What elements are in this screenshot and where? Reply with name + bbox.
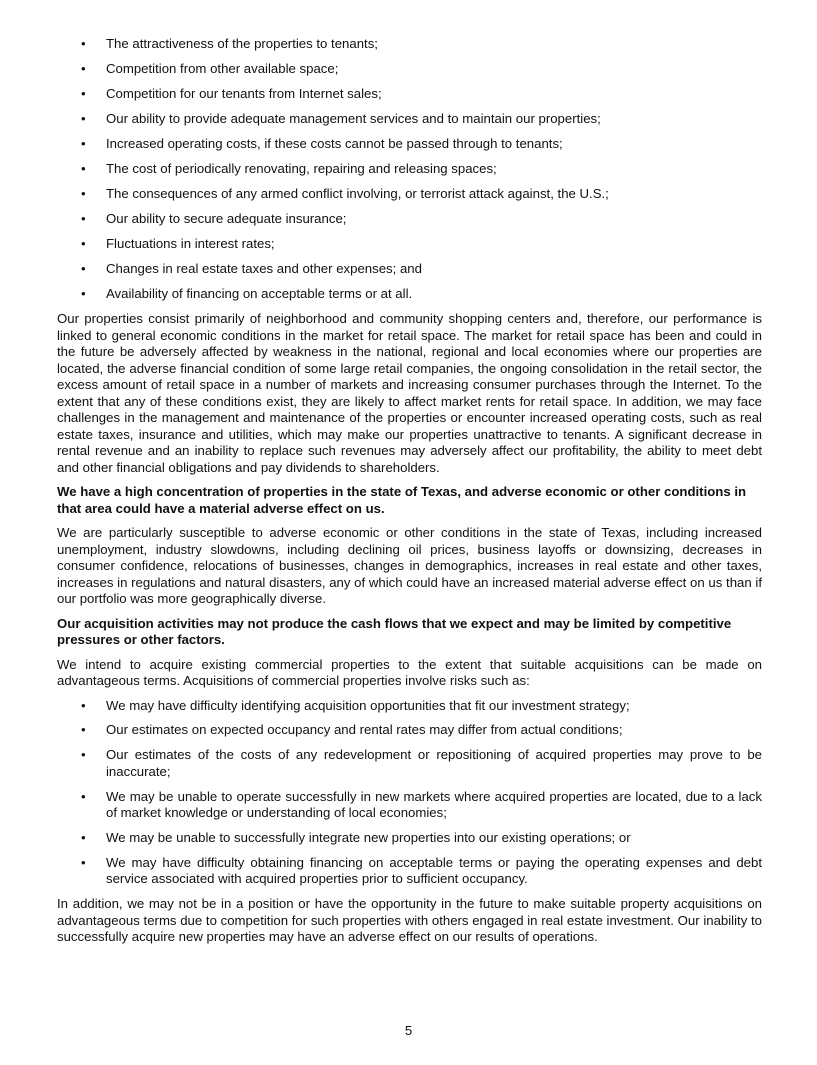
risk-factor-list — [57, 36, 762, 303]
list-item-text: Availability of financing on acceptable terms or at all. — [106, 286, 413, 301]
bullet-icon: • — [81, 186, 86, 201]
list-item — [57, 61, 762, 78]
bullet-icon: • — [81, 36, 86, 51]
list-item — [57, 261, 762, 278]
document-page — [57, 36, 762, 954]
list-item — [57, 789, 762, 822]
body-paragraph-acquisition-competition: In addition, we may not be in a position or have the opportunity in the future to make suitable property acquisitions on advantageous terms due to competition for such properties with others engaged in real estate investment. Our inability to successfully acquire new properties may have an adverse effect on our results of operations. — [57, 896, 762, 945]
list-item — [57, 111, 762, 128]
list-item-text: The attractiveness of the properties to tenants; — [106, 36, 378, 51]
list-item — [57, 161, 762, 178]
list-item-text: We may have difficulty identifying acquisition opportunities that fit our investment strategy; — [106, 697, 630, 713]
list-item-text: The consequences of any armed conflict involving, or terrorist attack against, the U.S.; — [106, 186, 609, 201]
bullet-icon: • — [81, 722, 86, 738]
bullet-icon: • — [81, 136, 86, 151]
list-item-text: We may have difficulty obtaining financing on acceptable terms or paying the operating expenses and debt service associated with acquired properties prior to sufficient occupancy. — [106, 854, 762, 887]
bullet-icon: • — [81, 211, 86, 226]
bullet-icon: • — [81, 161, 86, 176]
list-item-text: The cost of periodically renovating, repairing and releasing spaces; — [106, 161, 497, 176]
list-item — [57, 136, 762, 153]
list-item — [57, 722, 762, 739]
bullet-icon: • — [81, 236, 86, 251]
bullet-icon: • — [81, 854, 86, 870]
list-item-text: Competition from other available space; — [106, 61, 339, 76]
body-paragraph-texas: We are particularly susceptible to adverse economic or other conditions in the state of Texas, including increased unemployment, industry slowdowns, including declining oil prices, business layoffs or downsizing, decreases in consumer confidence, relocations of businesses, changes in demographics, increases in real estate and other taxes, increases in regulations and natural disasters, any of which could have an increased material adverse effect on us than if our portfolio was more geographically diverse. — [57, 525, 762, 606]
list-item — [57, 236, 762, 253]
bullet-icon: • — [81, 788, 86, 804]
bullet-icon: • — [81, 286, 86, 301]
bullet-icon: • — [81, 747, 86, 763]
bullet-icon: • — [81, 697, 86, 713]
body-paragraph-acquisition-intro: We intend to acquire existing commercial properties to the extent that suitable acquisitions can be made on advantageous terms. Acquisitions of commercial properties involve risks such as: — [57, 656, 762, 688]
list-item — [57, 186, 762, 203]
list-item-text: We may be unable to operate successfully in new markets where acquired properties are located, due to a lack of market knowledge or understanding of local economies; — [106, 788, 762, 821]
bullet-icon: • — [81, 830, 86, 846]
bullet-icon: • — [81, 61, 86, 76]
page-number: 5 — [404, 1023, 413, 1038]
list-item — [57, 747, 762, 780]
list-item-text: Our estimates on expected occupancy and rental rates may differ from actual conditions; — [106, 722, 623, 738]
list-item-text: Our ability to provide adequate management services and to maintain our properties; — [106, 111, 601, 126]
list-item — [57, 830, 762, 847]
list-item-text: We may be unable to successfully integrate new properties into our existing operations; or — [106, 830, 631, 846]
list-item-text: Changes in real estate taxes and other expenses; and — [106, 261, 422, 276]
body-paragraph-retail-market: Our properties consist primarily of neighborhood and community shopping centers and, therefore, our performance is linked to general economic conditions in the market for retail space. The market for retail space has been and could in the future be adversely affected by weakness in the national, regional and local economies where our properties are located, the adverse financial condition of some large retail companies, the ongoing consolidation in the retail sector, the excess amount of retail space in a number of markets and increasing consumer purchases through the Internet. To the extent that any of these conditions exist, they are likely to affect market rents for retail space. In addition, we may face challenges in the management and maintenance of the properties or encounter increased operating costs, such as real estate taxes, insurance and utilities, which may make our properties unattractive to tenants. A significant decrease in rental revenue and an inability to replace such revenues may adversely affect our profitability, the ability to meet debt and other financial obligations and pay dividends to shareholders. — [57, 311, 762, 475]
list-item-text: Our ability to secure adequate insurance; — [106, 211, 347, 226]
bullet-icon: • — [81, 86, 86, 101]
bullet-icon: • — [81, 111, 86, 126]
list-item-text: Our estimates of the costs of any redevelopment or repositioning of acquired properties may prove to be inaccurate; — [106, 747, 762, 779]
list-item — [57, 855, 762, 888]
list-item — [57, 211, 762, 228]
list-item — [57, 286, 762, 303]
section-heading-texas-concentration: We have a high concentration of properties in the state of Texas, and adverse economic or other conditions in that area could have a material adverse effect on us. — [57, 484, 747, 516]
list-item-text: Increased operating costs, if these costs cannot be passed through to tenants; — [106, 136, 563, 151]
acquisition-risk-list — [57, 698, 762, 888]
list-item-text: Competition for our tenants from Internet sales; — [106, 86, 382, 101]
list-item — [57, 36, 762, 53]
list-item-text: Fluctuations in interest rates; — [106, 236, 275, 251]
list-item — [57, 86, 762, 103]
section-heading-acquisition-activities: Our acquisition activities may not produce the cash flows that we expect and may be limited by competitive pressures or other factors. — [57, 615, 732, 647]
bullet-icon: • — [81, 261, 86, 276]
list-item — [57, 698, 762, 715]
